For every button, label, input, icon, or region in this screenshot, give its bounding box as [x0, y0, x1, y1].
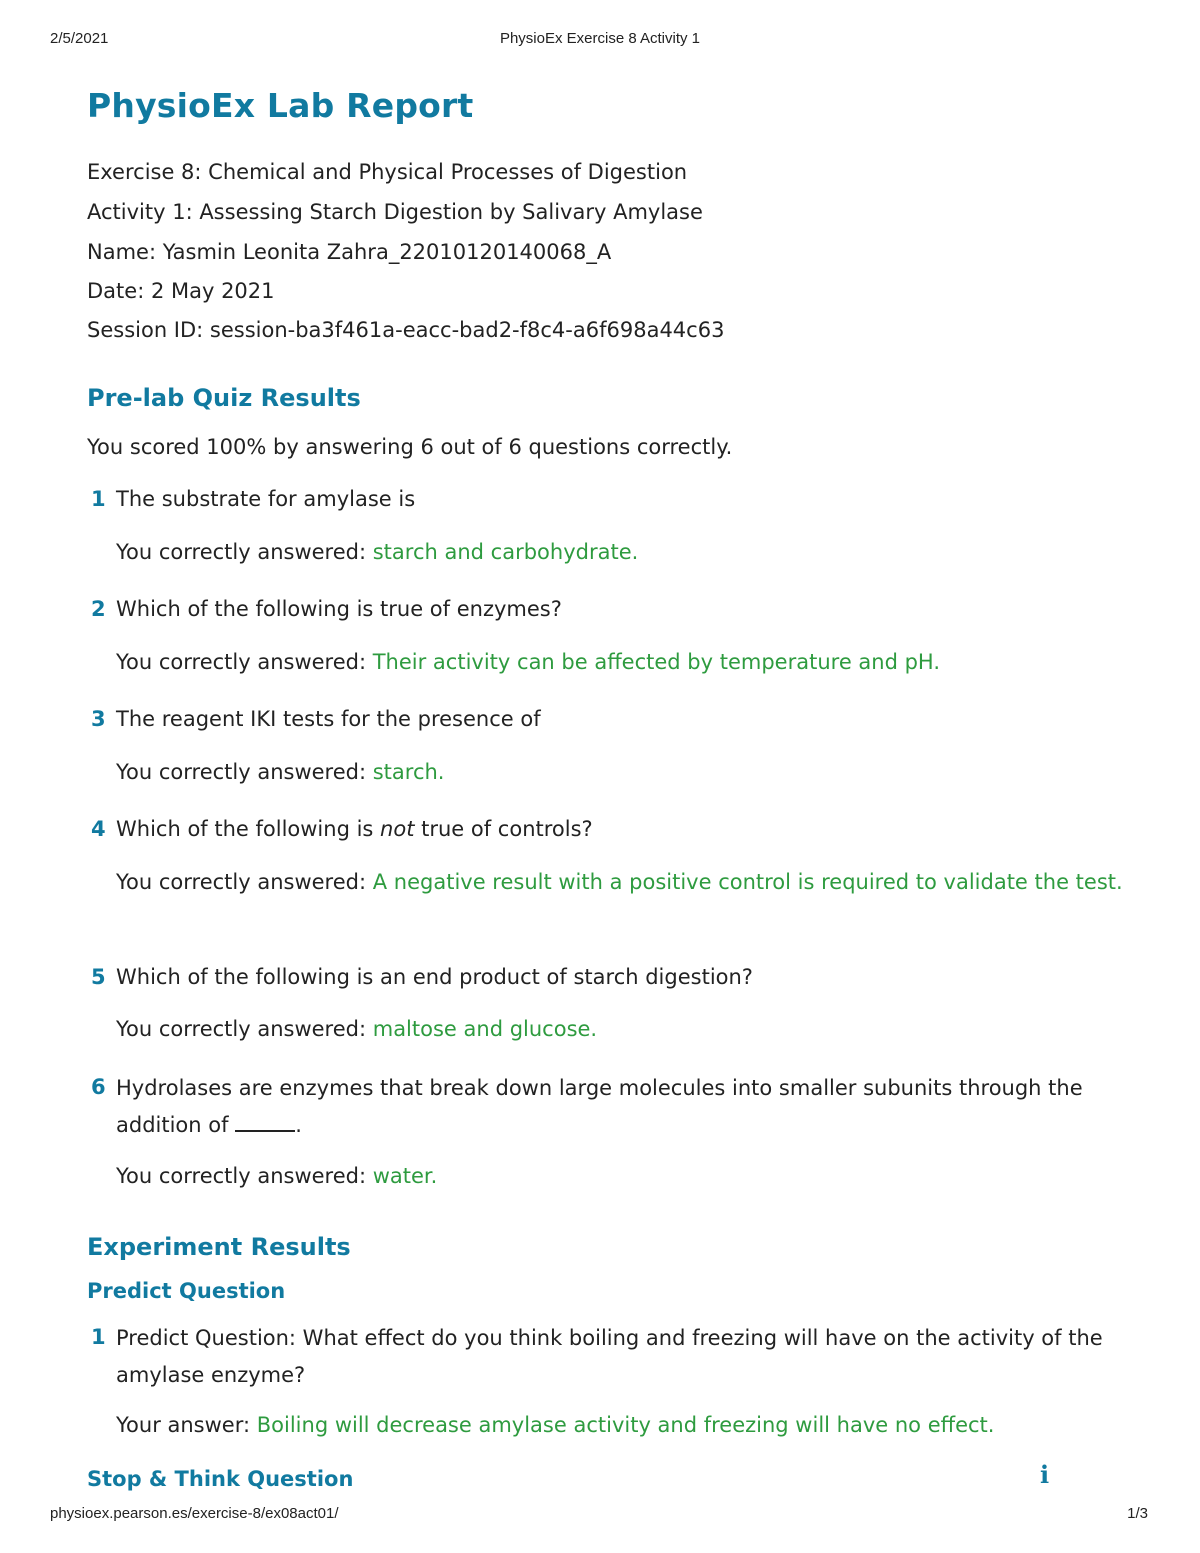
report-date: Date: 2 May 2021: [87, 279, 275, 303]
answer-prefix: You correctly answered:: [116, 540, 373, 564]
answer-value: water.: [372, 1164, 438, 1188]
question-text: The reagent IKI tests for the presence of: [116, 707, 541, 731]
question-text-part: true of controls?: [414, 817, 593, 841]
predict-question-number: 1: [91, 1325, 106, 1349]
question-answer: [116, 864, 1126, 901]
question-number: 1: [91, 487, 106, 511]
print-page-number: 1/3: [1127, 1505, 1148, 1522]
predict-heading: Predict Question: [87, 1279, 286, 1303]
print-page-title: PhysioEx Exercise 8 Activity 1: [499, 30, 701, 47]
predict-answer: [116, 1407, 1126, 1444]
answer-prefix: You correctly answered:: [116, 1017, 373, 1041]
stop-think-heading: Stop & Think Question: [87, 1467, 354, 1491]
question-number: 5: [91, 965, 106, 989]
answer-prefix: You correctly answered:: [116, 760, 373, 784]
question-number: 3: [91, 707, 106, 731]
answer-value: starch and carbohydrate.: [372, 540, 639, 564]
report-title: PhysioEx Lab Report: [87, 86, 474, 125]
print-date: 2/5/2021: [50, 30, 109, 47]
answer-value: A negative result with a positive control is required to validate the test.: [372, 870, 1123, 894]
question-answer: [116, 1011, 1126, 1048]
student-name: Name: Yasmin Leonita Zahra_22010120140068_A: [87, 240, 612, 264]
question-text-part: .: [295, 1113, 302, 1137]
question-text: Which of the following is true of enzymes?: [116, 597, 562, 621]
prelab-score: You scored 100% by answering 6 out of 6 questions correctly.: [87, 435, 733, 459]
answer-value: Their activity can be affected by temperature and pH.: [372, 650, 941, 674]
question-text: [116, 1070, 1136, 1144]
activity-line: Activity 1: Assessing Starch Digestion by Salivary Amylase: [87, 200, 703, 224]
question-text: The substrate for amylase is: [116, 487, 416, 511]
exercise-line: Exercise 8: Chemical and Physical Processes of Digestion: [87, 160, 688, 184]
answer-prefix: You correctly answered:: [116, 650, 373, 674]
print-header: [0, 30, 1200, 50]
prelab-heading: Pre-lab Quiz Results: [87, 384, 361, 412]
answer-value: Boiling will decrease amylase activity and freezing will have no effect.: [256, 1413, 995, 1437]
question-answer: [116, 1158, 1126, 1195]
question-text: [116, 811, 1136, 848]
question-answer: [116, 644, 1126, 681]
question-text: Which of the following is an end product of starch digestion?: [116, 965, 753, 989]
answer-prefix: You correctly answered:: [116, 870, 373, 894]
question-answer: [116, 534, 1126, 571]
answer-prefix: You correctly answered:: [116, 1164, 373, 1188]
question-text-part: Which of the following is: [116, 817, 381, 841]
question-text-part: Hydrolases are enzymes that break down large molecules into smaller subunits through the addition of: [116, 1076, 1083, 1137]
print-footer: [0, 1505, 1200, 1525]
print-url: physioex.pearson.es/exercise-8/ex08act01/: [50, 1505, 339, 1522]
answer-value: starch.: [372, 760, 445, 784]
predict-question-text: Predict Question: What effect do you think boiling and freezing will have on the activity of the amylase enzyme?: [116, 1326, 1103, 1387]
fill-in-blank: [235, 1114, 295, 1132]
question-answer: [116, 754, 1126, 791]
answer-value: maltose and glucose.: [372, 1017, 598, 1041]
session-id: Session ID: session-ba3f461a-eacc-bad2-f8c4-a6f698a44c63: [87, 318, 725, 342]
info-icon[interactable]: i: [1040, 1460, 1050, 1489]
question-emphasis: not: [380, 817, 415, 841]
experiment-heading: Experiment Results: [87, 1233, 351, 1261]
question-number: 2: [91, 597, 106, 621]
answer-prefix: Your answer:: [116, 1413, 257, 1437]
question-number: 4: [91, 817, 106, 841]
question-number: 6: [91, 1075, 106, 1099]
